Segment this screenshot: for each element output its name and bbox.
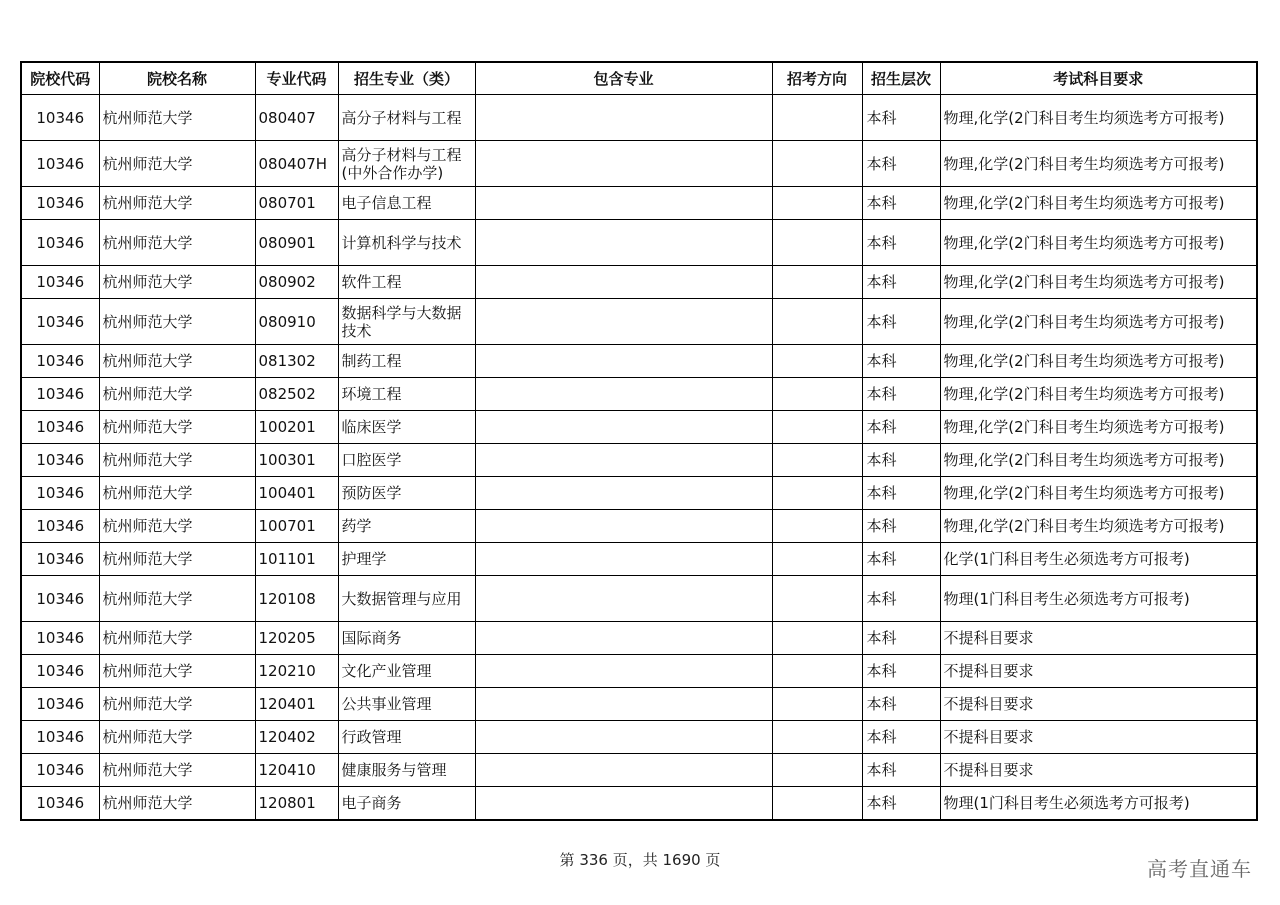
table-row [21, 543, 1257, 576]
school-name-cell: 杭州师范大学 [99, 655, 255, 688]
table-row [21, 299, 1257, 345]
table-body [21, 95, 1257, 821]
school-name-cell: 杭州师范大学 [99, 95, 255, 141]
school-code-cell: 10346 [21, 543, 99, 576]
watermark: 高考直通车 [1147, 857, 1252, 881]
requirement-cell: 物理(1门科目考生必须选考方可报考) [940, 576, 1257, 622]
direction-cell [772, 543, 862, 576]
school-name-cell: 杭州师范大学 [99, 688, 255, 721]
requirement-cell: 物理,化学(2门科目考生均须选考方可报考) [940, 510, 1257, 543]
included-majors-cell [475, 477, 772, 510]
included-majors-cell [475, 299, 772, 345]
header-included-majors: 包含专业 [475, 62, 772, 95]
major-cell [338, 477, 475, 510]
direction-cell [772, 622, 862, 655]
school-name-cell: 杭州师范大学 [99, 510, 255, 543]
school-code-cell: 10346 [21, 299, 99, 345]
major-code-cell: 120801 [255, 787, 338, 821]
level-cell: 本科 [862, 576, 940, 622]
included-majors-cell [475, 187, 772, 220]
school-name-cell: 杭州师范大学 [99, 378, 255, 411]
table-row [21, 95, 1257, 141]
direction-cell [772, 477, 862, 510]
major-code-cell: 100701 [255, 510, 338, 543]
included-majors-cell [475, 576, 772, 622]
level-cell: 本科 [862, 622, 940, 655]
major-code-cell: 080407 [255, 95, 338, 141]
table-row [21, 266, 1257, 299]
level-cell: 本科 [862, 299, 940, 345]
table-row [21, 576, 1257, 622]
major-cell [338, 95, 475, 141]
included-majors-cell [475, 688, 772, 721]
included-majors-cell [475, 95, 772, 141]
table-row [21, 622, 1257, 655]
major-name: 高分子材料与工程(中外合作办学) [341, 145, 462, 182]
direction-cell [772, 411, 862, 444]
school-code-cell: 10346 [21, 622, 99, 655]
page-number: 第 336 页，共 1690 页 [559, 851, 721, 869]
requirement-cell: 物理,化学(2门科目考生均须选考方可报考) [940, 220, 1257, 266]
included-majors-cell [475, 378, 772, 411]
major-cell [338, 688, 475, 721]
table-row [21, 510, 1257, 543]
included-majors-cell [475, 444, 772, 477]
table-row [21, 477, 1257, 510]
table-row [21, 655, 1257, 688]
level-cell: 本科 [862, 543, 940, 576]
major-name: 环境工程 [341, 385, 402, 403]
school-code-cell: 10346 [21, 688, 99, 721]
school-code-cell: 10346 [21, 576, 99, 622]
header-requirement: 考试科目要求 [940, 62, 1257, 95]
major-name: 计算机科学与技术 [341, 233, 462, 252]
major-name: 行政管理 [341, 728, 402, 746]
school-name-cell: 杭州师范大学 [99, 543, 255, 576]
major-code-cell: 080701 [255, 187, 338, 220]
direction-cell [772, 187, 862, 220]
included-majors-cell [475, 787, 772, 821]
major-cell [338, 187, 475, 220]
major-cell [338, 141, 475, 187]
school-name-cell: 杭州师范大学 [99, 622, 255, 655]
school-code-cell: 10346 [21, 754, 99, 787]
major-cell [338, 622, 475, 655]
level-cell: 本科 [862, 95, 940, 141]
admission-table [20, 61, 1258, 821]
header-school-code: 院校代码 [21, 62, 99, 95]
direction-cell [772, 266, 862, 299]
level-cell: 本科 [862, 655, 940, 688]
requirement-cell: 物理,化学(2门科目考生均须选考方可报考) [940, 141, 1257, 187]
level-cell: 本科 [862, 220, 940, 266]
level-cell: 本科 [862, 688, 940, 721]
requirement-cell: 不提科目要求 [940, 688, 1257, 721]
requirement-cell: 物理,化学(2门科目考生均须选考方可报考) [940, 266, 1257, 299]
table-row [21, 345, 1257, 378]
school-name-cell: 杭州师范大学 [99, 721, 255, 754]
school-code-cell: 10346 [21, 266, 99, 299]
level-cell: 本科 [862, 378, 940, 411]
major-code-cell: 080910 [255, 299, 338, 345]
requirement-cell: 物理,化学(2门科目考生均须选考方可报考) [940, 444, 1257, 477]
school-name-cell: 杭州师范大学 [99, 477, 255, 510]
header-direction: 招考方向 [772, 62, 862, 95]
requirement-cell: 物理,化学(2门科目考生均须选考方可报考) [940, 299, 1257, 345]
major-code-cell: 080407H [255, 141, 338, 187]
school-name-cell: 杭州师范大学 [99, 411, 255, 444]
table-row [21, 787, 1257, 821]
level-cell: 本科 [862, 477, 940, 510]
major-name: 口腔医学 [341, 451, 402, 469]
school-code-cell: 10346 [21, 655, 99, 688]
direction-cell [772, 576, 862, 622]
major-name: 文化产业管理 [341, 662, 432, 680]
school-name-cell: 杭州师范大学 [99, 299, 255, 345]
major-code-cell: 100201 [255, 411, 338, 444]
major-name: 药学 [341, 517, 372, 535]
major-name: 电子商务 [341, 794, 402, 812]
level-cell: 本科 [862, 787, 940, 821]
major-code-cell: 120205 [255, 622, 338, 655]
major-name: 公共事业管理 [341, 695, 432, 713]
level-cell: 本科 [862, 266, 940, 299]
major-cell [338, 787, 475, 821]
requirement-cell: 物理,化学(2门科目考生均须选考方可报考) [940, 477, 1257, 510]
direction-cell [772, 378, 862, 411]
school-name-cell: 杭州师范大学 [99, 187, 255, 220]
major-name: 大数据管理与应用 [341, 589, 462, 608]
major-code-cell: 081302 [255, 345, 338, 378]
major-code-cell: 120108 [255, 576, 338, 622]
major-cell [338, 576, 475, 622]
direction-cell [772, 787, 862, 821]
major-name: 临床医学 [341, 418, 402, 436]
major-name: 制药工程 [341, 352, 402, 370]
school-name-cell: 杭州师范大学 [99, 141, 255, 187]
direction-cell [772, 141, 862, 187]
school-name-cell: 杭州师范大学 [99, 345, 255, 378]
table-row [21, 754, 1257, 787]
major-code-cell: 082502 [255, 378, 338, 411]
major-cell [338, 721, 475, 754]
school-code-cell: 10346 [21, 141, 99, 187]
direction-cell [772, 655, 862, 688]
major-name: 软件工程 [341, 273, 402, 291]
header-school-name: 院校名称 [99, 62, 255, 95]
table-row [21, 220, 1257, 266]
included-majors-cell [475, 543, 772, 576]
major-code-cell: 101101 [255, 543, 338, 576]
header-major: 招生专业（类） [338, 62, 475, 95]
school-code-cell: 10346 [21, 510, 99, 543]
level-cell: 本科 [862, 754, 940, 787]
table-row [21, 411, 1257, 444]
major-code-cell: 080901 [255, 220, 338, 266]
major-cell [338, 655, 475, 688]
major-name: 高分子材料与工程 [341, 108, 462, 127]
school-name-cell: 杭州师范大学 [99, 754, 255, 787]
included-majors-cell [475, 721, 772, 754]
school-code-cell: 10346 [21, 411, 99, 444]
school-code-cell: 10346 [21, 187, 99, 220]
direction-cell [772, 754, 862, 787]
major-code-cell: 080902 [255, 266, 338, 299]
school-name-cell: 杭州师范大学 [99, 576, 255, 622]
table-row [21, 141, 1257, 187]
direction-cell [772, 510, 862, 543]
requirement-cell: 不提科目要求 [940, 655, 1257, 688]
level-cell: 本科 [862, 721, 940, 754]
level-cell: 本科 [862, 141, 940, 187]
direction-cell [772, 688, 862, 721]
requirement-cell: 物理,化学(2门科目考生均须选考方可报考) [940, 378, 1257, 411]
major-name: 国际商务 [341, 629, 402, 647]
table-row [21, 444, 1257, 477]
school-code-cell: 10346 [21, 477, 99, 510]
major-code-cell: 100301 [255, 444, 338, 477]
major-code-cell: 100401 [255, 477, 338, 510]
direction-cell [772, 345, 862, 378]
table-header [21, 62, 1257, 95]
table-row [21, 378, 1257, 411]
included-majors-cell [475, 220, 772, 266]
school-code-cell: 10346 [21, 95, 99, 141]
school-code-cell: 10346 [21, 721, 99, 754]
included-majors-cell [475, 411, 772, 444]
included-majors-cell [475, 754, 772, 787]
included-majors-cell [475, 655, 772, 688]
requirement-cell: 不提科目要求 [940, 622, 1257, 655]
included-majors-cell [475, 345, 772, 378]
table-row [21, 187, 1257, 220]
school-name-cell: 杭州师范大学 [99, 220, 255, 266]
school-code-cell: 10346 [21, 787, 99, 821]
header-row [21, 62, 1257, 95]
school-code-cell: 10346 [21, 444, 99, 477]
school-name-cell: 杭州师范大学 [99, 444, 255, 477]
major-cell [338, 378, 475, 411]
requirement-cell: 物理,化学(2门科目考生均须选考方可报考) [940, 345, 1257, 378]
direction-cell [772, 721, 862, 754]
major-name: 预防医学 [341, 484, 402, 502]
direction-cell [772, 299, 862, 345]
requirement-cell: 物理(1门科目考生必须选考方可报考) [940, 787, 1257, 821]
major-code-cell: 120410 [255, 754, 338, 787]
major-cell [338, 543, 475, 576]
major-cell [338, 411, 475, 444]
level-cell: 本科 [862, 444, 940, 477]
level-cell: 本科 [862, 411, 940, 444]
table-row [21, 688, 1257, 721]
header-major-code: 专业代码 [255, 62, 338, 95]
major-cell [338, 266, 475, 299]
major-cell [338, 345, 475, 378]
direction-cell [772, 95, 862, 141]
school-code-cell: 10346 [21, 220, 99, 266]
major-name: 健康服务与管理 [341, 761, 447, 779]
included-majors-cell [475, 266, 772, 299]
major-name: 护理学 [341, 550, 387, 568]
school-code-cell: 10346 [21, 378, 99, 411]
header-level: 招生层次 [862, 62, 940, 95]
major-cell [338, 220, 475, 266]
included-majors-cell [475, 510, 772, 543]
major-code-cell: 120401 [255, 688, 338, 721]
requirement-cell: 物理,化学(2门科目考生均须选考方可报考) [940, 411, 1257, 444]
major-cell [338, 754, 475, 787]
school-code-cell: 10346 [21, 345, 99, 378]
major-name: 电子信息工程 [341, 194, 432, 212]
major-cell [338, 510, 475, 543]
included-majors-cell [475, 141, 772, 187]
direction-cell [772, 444, 862, 477]
school-name-cell: 杭州师范大学 [99, 266, 255, 299]
major-code-cell: 120402 [255, 721, 338, 754]
major-cell [338, 299, 475, 345]
requirement-cell: 化学(1门科目考生必须选考方可报考) [940, 543, 1257, 576]
requirement-cell: 不提科目要求 [940, 721, 1257, 754]
table-row [21, 721, 1257, 754]
requirement-cell: 不提科目要求 [940, 754, 1257, 787]
requirement-cell: 物理,化学(2门科目考生均须选考方可报考) [940, 187, 1257, 220]
major-cell [338, 444, 475, 477]
level-cell: 本科 [862, 510, 940, 543]
major-name: 数据科学与大数据技术 [341, 303, 462, 340]
direction-cell [772, 220, 862, 266]
level-cell: 本科 [862, 187, 940, 220]
requirement-cell: 物理,化学(2门科目考生均须选考方可报考) [940, 95, 1257, 141]
included-majors-cell [475, 622, 772, 655]
major-code-cell: 120210 [255, 655, 338, 688]
school-name-cell: 杭州师范大学 [99, 787, 255, 821]
level-cell: 本科 [862, 345, 940, 378]
